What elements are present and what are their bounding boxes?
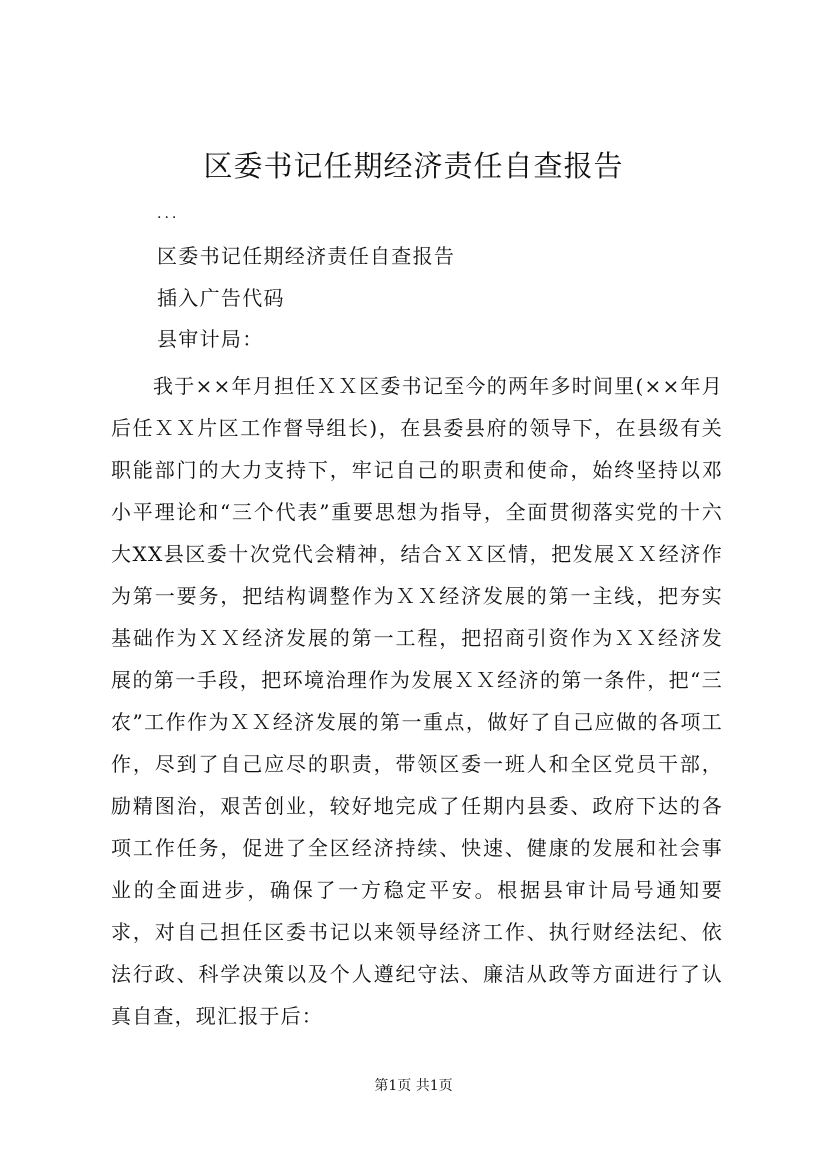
body-paragraph: 我于××年月担任ＸＸ区委书记至今的两年多时间里(××年月后任ＸＸ片区工作督导组长)，在县委县府的领导下，在县级有关职能部门的大力支持下，牢记自己的职责和使命，始终坚持以邓小平理论和“三个代表”重要思想为指导，全面贯彻落实党的十六大XX县区委十次党代会精神，结合ＸＸ区情，把发展ＸＸ经济作为第一要务，把结构调整作为ＸＸ经济发展的第一主线，把夯实基础作为ＸＸ经济发展的第一工程，把招商引资作为ＸＸ经济发展的第一手段，把环境治理作为发展ＸＸ经济的第一条件，把“三农”工作作为ＸＸ经济发展的第一重点，做好了自己应做的各项工作，尽到了自己应尽的职责，带领区委一班人和全区党员干部，励精图治，艰苦创业，较好地完成了任期内县委、政府下达的各项工作任务，促进了全区经济持续、快速、健康的发展和社会事业的全面进步，确保了一方稳定平安。根据县审计局号通知要求，对自己担任区委书记以来领导经济工作、执行财经法纪、依法行政、科学决策以及个人遵纪守法、廉洁从政等方面进行了认真自查，现汇报于后： [111,374,723,1028]
page-footer: 第1页 共1页 [374,1078,453,1094]
ellipsis-marker: ... [157,206,180,222]
document-title: 区委书记任期经济责任自查报告 [203,149,624,183]
subtitle-line: 区委书记任期经济责任自查报告 [157,244,456,268]
ad-placeholder-line: 插入广告代码 [157,286,285,310]
salutation-line: 县审计局： [157,327,264,351]
